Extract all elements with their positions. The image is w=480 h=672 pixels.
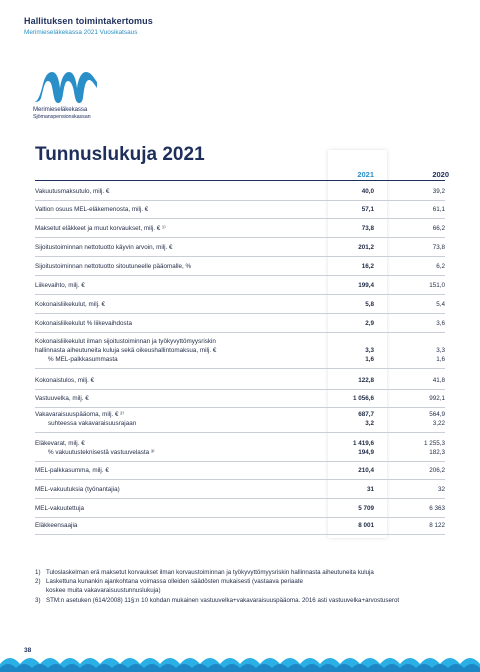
value-2021: 201,2 bbox=[358, 244, 374, 251]
page-number: 38 bbox=[24, 647, 32, 654]
row-label: Eläkevarat, milj. € bbox=[35, 440, 85, 447]
row-divider bbox=[35, 517, 445, 518]
row-divider bbox=[35, 237, 445, 238]
row-label: MEL-vakuutuksia (työnantajia) bbox=[35, 486, 120, 493]
row-label: hallinnasta aiheutuneita kuluja sekä oikeushallintomaksua, milj. € bbox=[35, 347, 217, 354]
logo-wave-icon bbox=[33, 70, 99, 104]
row-label: Eläkkeensaajia bbox=[35, 522, 78, 529]
value-2020: 39,2 bbox=[432, 188, 445, 195]
value-2021: 8 001 bbox=[358, 522, 374, 529]
logo-name-swedish: Sjömanspensionskassan bbox=[33, 114, 91, 120]
value-2020: 32 bbox=[437, 486, 445, 493]
value-2020: 182,3 bbox=[429, 449, 445, 456]
row-sublabel: suhteessa vakavaraisuusrajaan bbox=[48, 420, 137, 427]
footer-wave-decoration bbox=[0, 644, 480, 672]
row-label: MEL-vakuutettuja bbox=[35, 505, 85, 512]
value-2021: 687,7 bbox=[358, 411, 374, 418]
value-2020: 6 363 bbox=[429, 505, 445, 512]
row-label: Vakuutusmaksutulo, milj. € bbox=[35, 188, 110, 195]
value-2020: 1 255,3 bbox=[423, 440, 445, 447]
value-2021: 3,3 bbox=[365, 347, 374, 354]
logo bbox=[33, 70, 103, 120]
value-2021: 199,4 bbox=[358, 282, 374, 289]
value-2020: 1,6 bbox=[436, 356, 445, 363]
row-divider bbox=[35, 498, 445, 499]
row-label: Vastuuvelka, milj. € bbox=[35, 395, 89, 402]
value-2020: 61,1 bbox=[432, 206, 445, 213]
footnote-text: koskee muita vakavaraisuustunnuslukuja) bbox=[46, 587, 161, 594]
value-2020: 3,22 bbox=[432, 420, 445, 427]
value-2021: 31 bbox=[366, 486, 374, 493]
row-label: Vakavaraisuuspääoma, milj. € ²⁾ bbox=[35, 411, 124, 418]
header-title: Hallituksen toimintakertomus bbox=[24, 16, 153, 26]
value-2020: 151,0 bbox=[429, 282, 445, 289]
row-divider bbox=[35, 294, 445, 295]
row-label: Sijoitustoiminnan nettotuotto sitoutuneelle pääomalle, % bbox=[35, 263, 192, 270]
value-2021: 16,2 bbox=[361, 263, 374, 270]
value-2021: 1,6 bbox=[365, 356, 374, 363]
value-2021: 5 709 bbox=[358, 505, 374, 512]
row-label: Valtion osuus MEL-eläkemenosta, milj. € bbox=[35, 206, 149, 213]
value-2021: 2,9 bbox=[365, 320, 374, 327]
row-divider bbox=[35, 313, 445, 314]
value-2020: 3,3 bbox=[436, 347, 445, 354]
footnote-text: STM:n asetuken (614/2008) 11§:n 10 kohdan mukainen vastuuvelka+vakavaraisuuspääoma. 2016 asti vastuuvelka+arvostuserot bbox=[46, 597, 400, 604]
value-2020: 564,9 bbox=[429, 411, 445, 418]
running-header bbox=[24, 16, 153, 36]
row-divider bbox=[35, 332, 445, 333]
row-label: Maksetut eläkkeet ja muut korvaukset, milj. € ¹⁾ bbox=[35, 225, 166, 232]
footnote-number: 2) bbox=[35, 578, 41, 585]
value-2020: 5,4 bbox=[436, 301, 445, 308]
value-2020: 3,6 bbox=[436, 320, 445, 327]
row-sublabel: % vakuutusteknisestä vastuuvelasta ³⁾ bbox=[48, 449, 155, 456]
value-2021: 40,0 bbox=[361, 188, 374, 195]
row-divider bbox=[35, 534, 445, 535]
value-2021: 73,8 bbox=[361, 225, 374, 232]
row-label: Liikevaihto, milj. € bbox=[35, 282, 85, 289]
row-label: Kokonaistulos, milj. € bbox=[35, 377, 95, 384]
row-divider bbox=[35, 200, 445, 201]
value-2021: 1 419,6 bbox=[352, 440, 374, 447]
row-divider bbox=[35, 407, 445, 408]
row-divider bbox=[35, 389, 445, 390]
row-sublabel: % MEL-palkkasummasta bbox=[48, 356, 118, 363]
value-2021: 194,9 bbox=[358, 449, 374, 456]
value-2020: 992,1 bbox=[429, 395, 445, 402]
value-2020: 206,2 bbox=[429, 467, 445, 474]
value-2021: 210,4 bbox=[358, 467, 374, 474]
footnote-text: Laskettuna kunankin ajankohtana voimassa olleiden säädösten mukaisesti (vastaava periaate bbox=[46, 578, 303, 585]
row-divider bbox=[35, 432, 445, 433]
column-header-2020: 2020 bbox=[432, 170, 449, 179]
page-title: Tunnuslukuja 2021 bbox=[35, 144, 205, 165]
value-2020: 6,2 bbox=[436, 263, 445, 270]
row-label: Kokonaisliikekulut, milj. € bbox=[35, 301, 105, 308]
row-label: MEL-palkkasumma, milj. € bbox=[35, 467, 109, 474]
footnote-number: 3) bbox=[35, 597, 41, 604]
row-label: Sijoitustoiminnan nettotuotto käyvin arvoin, milj. € bbox=[35, 244, 173, 251]
row-divider bbox=[35, 256, 445, 257]
header-rule bbox=[35, 180, 445, 181]
value-2020: 73,8 bbox=[432, 244, 445, 251]
footnote-text: Tuloslaskelman erä maksetut korvaukset ilman korvaustoiminnan ja työkyvyttömyysriskin hallinnasta aiheutuneita kuluja bbox=[46, 569, 374, 576]
footnote-number: 1) bbox=[35, 569, 41, 576]
value-2021: 1 056,6 bbox=[352, 395, 374, 402]
logo-name: Merimieseläkekassa bbox=[33, 106, 88, 113]
value-2021: 3,2 bbox=[365, 420, 374, 427]
row-divider bbox=[35, 479, 445, 480]
row-divider bbox=[35, 218, 445, 219]
column-header-2021: 2021 bbox=[357, 170, 374, 179]
header-subtitle: Merimieseläkekassa 2021 Vuosikatsaus bbox=[24, 29, 138, 36]
value-2021: 57,1 bbox=[361, 206, 374, 213]
value-2020: 8 122 bbox=[429, 522, 445, 529]
row-divider bbox=[35, 368, 445, 369]
value-2021: 5,8 bbox=[365, 301, 374, 308]
value-2020: 66,2 bbox=[432, 225, 445, 232]
row-label: Kokonaisliikekulut ilman sijoitustoiminnan ja työkyvyttömyysriskin bbox=[35, 338, 216, 345]
row-divider bbox=[35, 275, 445, 276]
value-2020: 41,8 bbox=[432, 377, 445, 384]
row-label: Kokonaisliikekulut % liikevaihdosta bbox=[35, 320, 132, 327]
value-2021: 122,8 bbox=[358, 377, 374, 384]
row-divider bbox=[35, 461, 445, 462]
